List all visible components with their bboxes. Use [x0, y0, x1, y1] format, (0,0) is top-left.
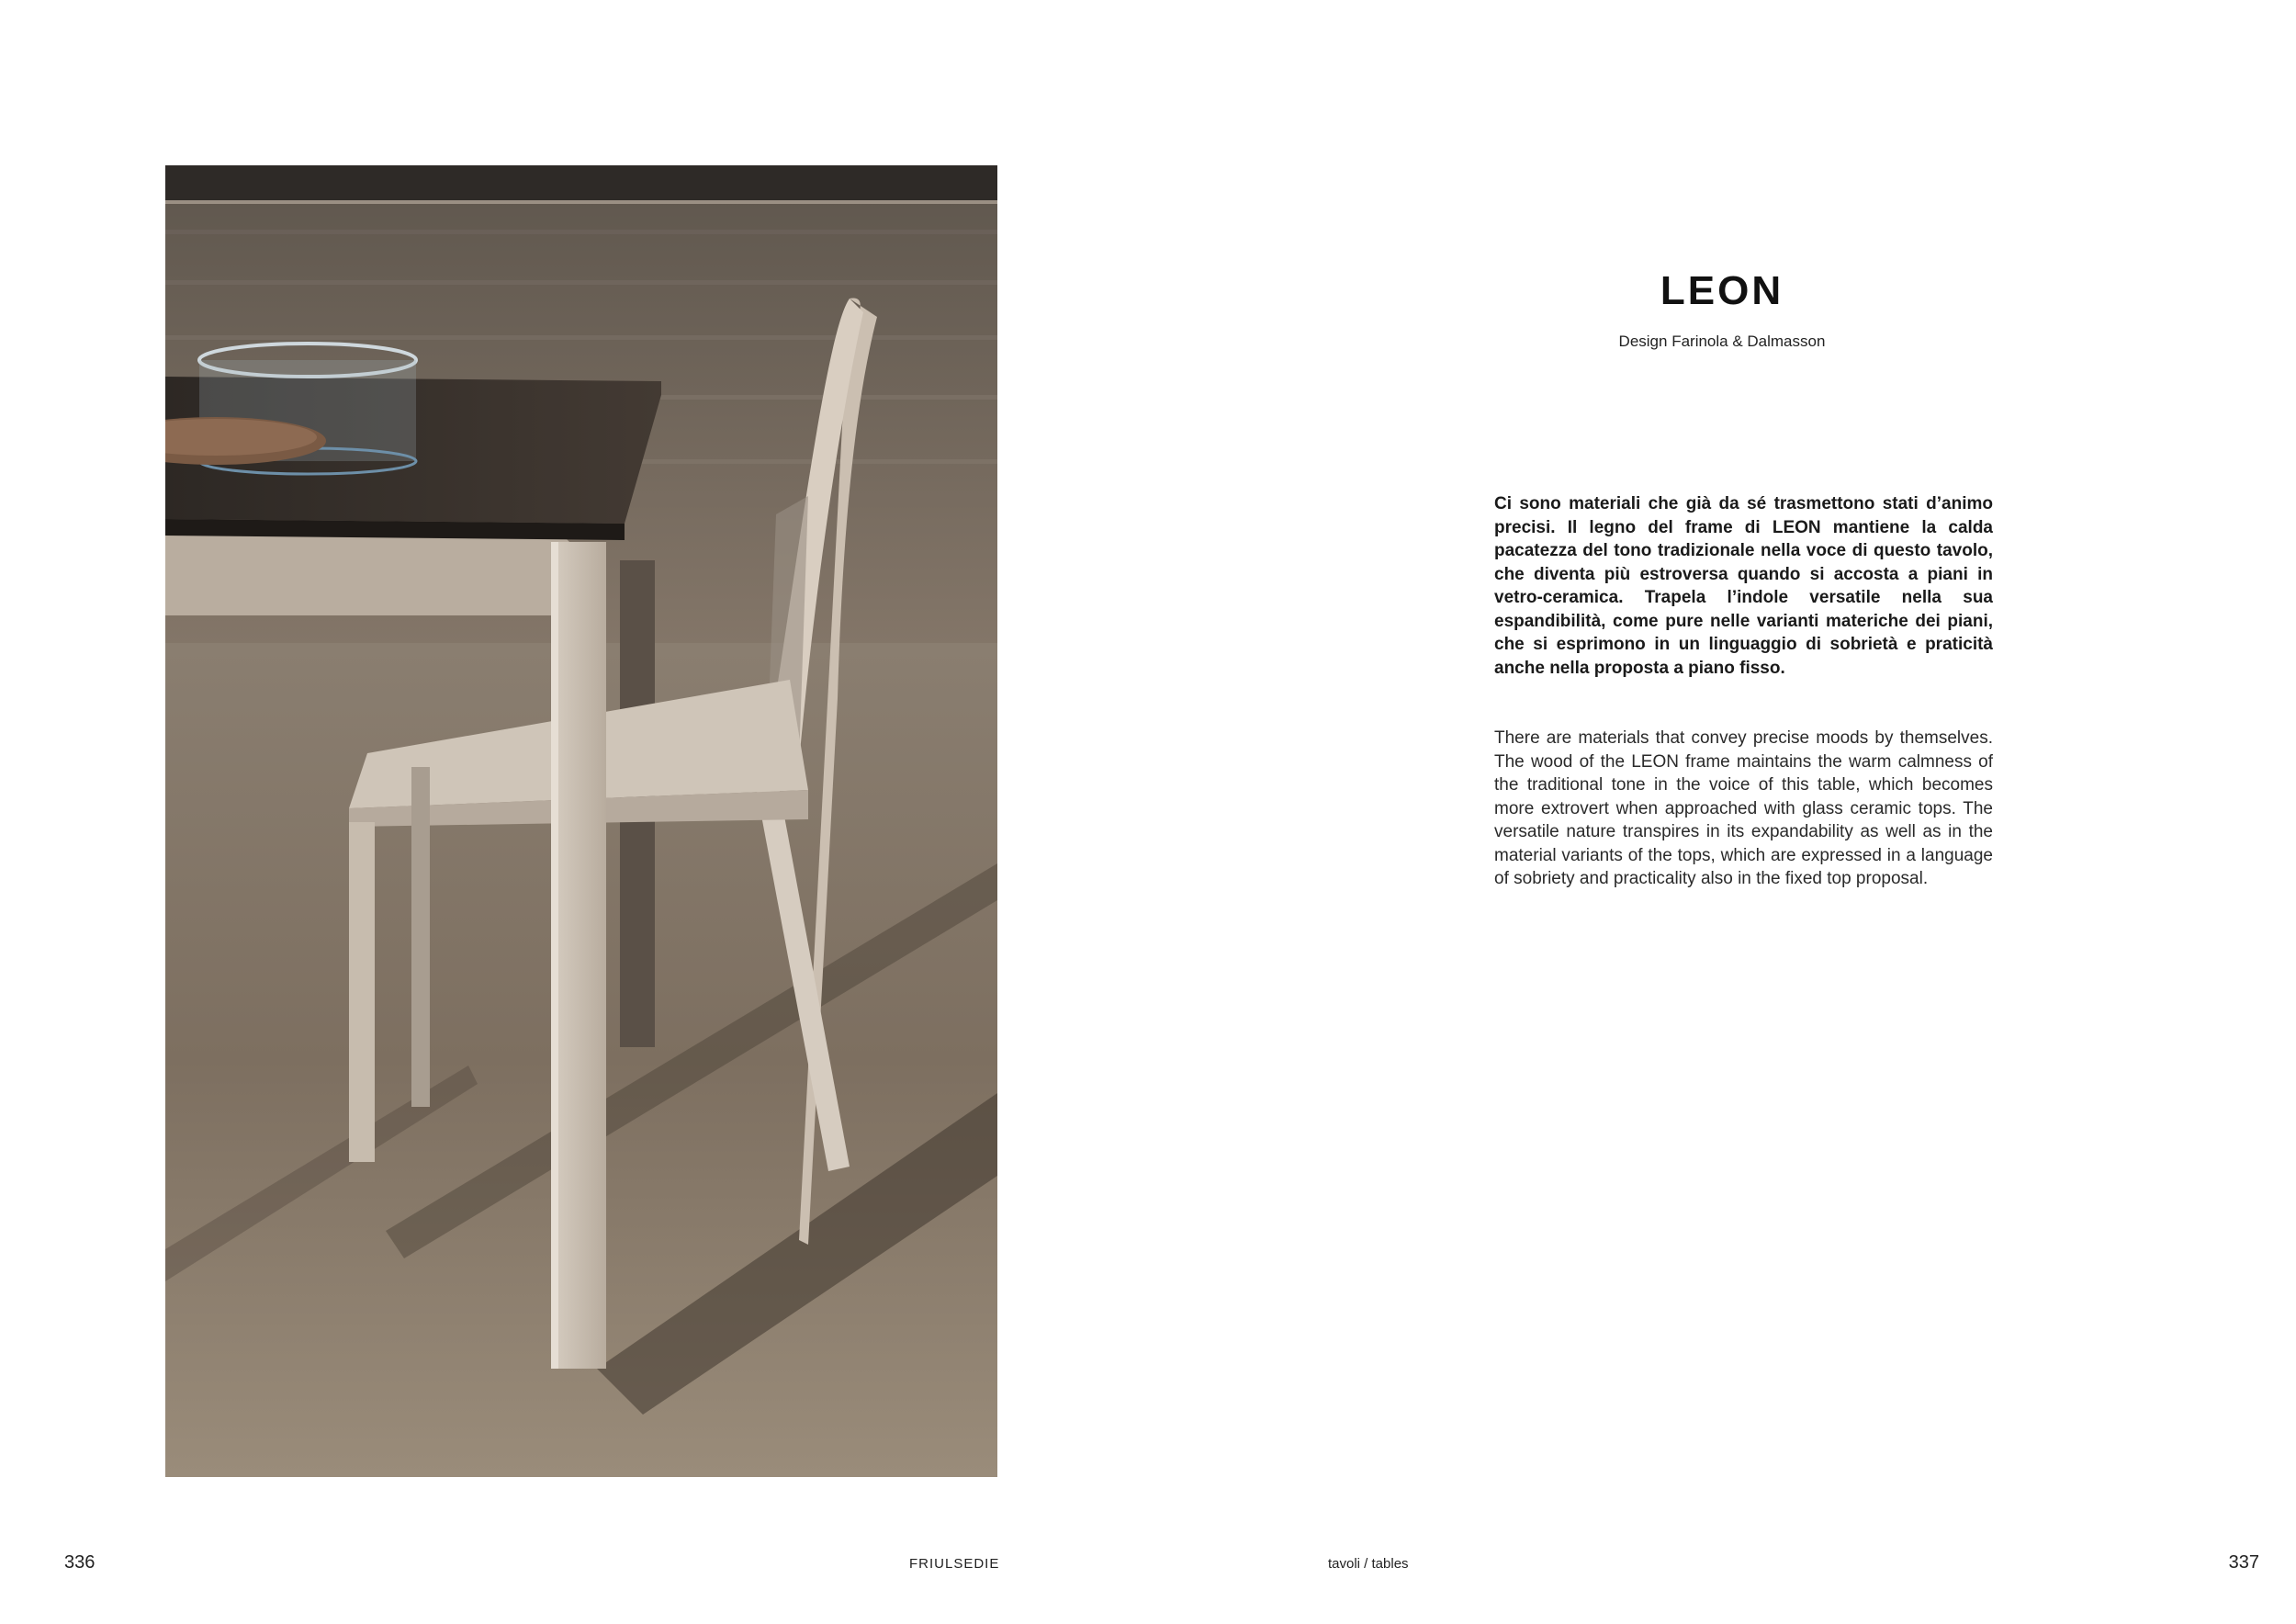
product-photo	[165, 165, 997, 1477]
brand-name: FRIULSEDIE	[909, 1556, 1000, 1572]
description-italian: Ci sono materiali che già da sé trasmettono stati d’animo precisi. Il legno del frame di LEON mantiene la calda pacatezza del tono tradizionale nella voce di questo tavolo, che diventa più estroversa quando si accosta a piani in vetro-ceramica. Trapela l’indole versatile nella sua espandibilità, come pure nelle varianti materiche dei piani, che si esprimono in un linguaggio di sobrietà e praticità anche nella proposta a piano fisso.	[1494, 494, 1993, 678]
designer-credit: Design Farinola & Dalmasson	[1618, 333, 1826, 350]
page-number-right: 337	[2228, 1552, 2259, 1573]
product-title: LEON	[1660, 268, 1784, 313]
section-label: tavoli / tables	[1328, 1556, 1409, 1572]
description-english: There are materials that convey precise moods by themselves. The wood of the LEON frame maintains the warm calmness of the traditional tone in the voice of this table, which becomes more extrovert when approached with glass ceramic tops. The versatile nature transpires in its expandability as well as in the material variants of the tops, which are expressed in a language of sobriety and practicality also in the fixed top proposal.	[1494, 728, 1993, 888]
page-number-left: 336	[64, 1552, 96, 1573]
